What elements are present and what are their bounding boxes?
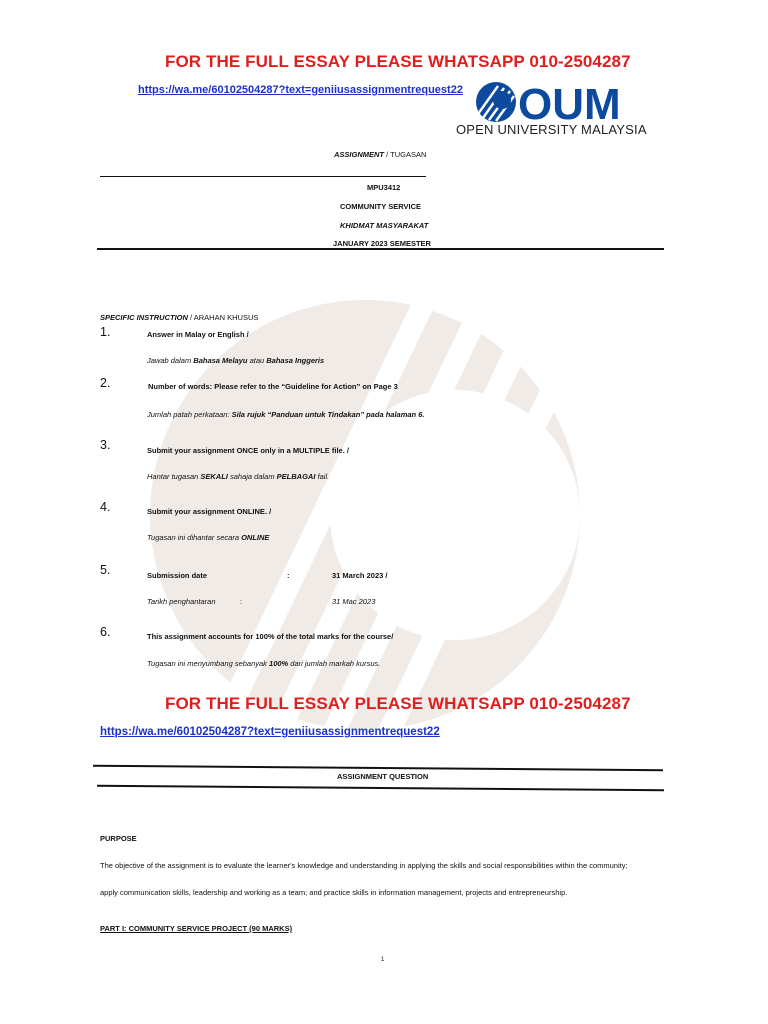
semester: JANUARY 2023 SEMESTER xyxy=(333,239,431,248)
instruction-en: This assignment accounts for 100% of the total marks for the course/ xyxy=(147,632,394,641)
header-divider-long xyxy=(97,248,664,250)
submission-date-label-ms: Tarikh penghantaran xyxy=(147,597,216,606)
part1-heading: PART I: COMMUNITY SERVICE PROJECT (90 MARKS) xyxy=(100,924,293,933)
instruction-number: 2. xyxy=(100,376,111,390)
course-code: MPU3412 xyxy=(367,183,401,192)
logo-mark-text: OUM xyxy=(518,80,621,129)
header-divider-short xyxy=(100,176,426,177)
course-name-en: COMMUNITY SERVICE xyxy=(340,202,421,211)
instruction-ms: Tugasan ini menyumbang sebanyak 100% dari jumlah markah kursus. xyxy=(147,659,381,668)
promo-heading-bottom: FOR THE FULL ESSAY PLEASE WHATSAPP 010-2504287 xyxy=(165,694,631,713)
question-divider-top xyxy=(93,765,663,771)
instruction-number: 5. xyxy=(100,563,111,577)
submission-date-value: 31 March 2023 / xyxy=(332,571,388,580)
instruction-ms: Tugasan ini dihantar secara ONLINE xyxy=(147,533,270,542)
course-name-ms: KHIDMAT MASYARAKAT xyxy=(340,221,429,230)
instruction-en: Submit your assignment ONLINE. / xyxy=(147,507,272,516)
instruction-ms: Jawab dalam Bahasa Melayu atau Bahasa Inggeris xyxy=(147,356,325,365)
submission-date-colon: : xyxy=(287,571,290,580)
assignment-question-heading: ASSIGNMENT QUESTION xyxy=(337,772,429,781)
purpose-title: PURPOSE xyxy=(100,834,137,843)
instruction-en: Number of words: Please refer to the “Guideline for Action” on Page 3 xyxy=(148,382,398,391)
instruction-number: 1. xyxy=(100,325,111,339)
submission-date-value-ms: 31 Mac 2023 xyxy=(332,597,376,606)
submission-date-label: Submission date xyxy=(147,571,208,580)
instructions-title: SPECIFIC INSTRUCTION / ARAHAN KHUSUS xyxy=(100,313,259,322)
purpose-text-line2: apply communication skills, leadership and working as a team; and practice skills in information management, projects and entrepreneurship. xyxy=(100,888,568,897)
promo-heading-top: FOR THE FULL ESSAY PLEASE WHATSAPP 010-2504287 xyxy=(165,52,631,71)
submission-date-colon-ms: : xyxy=(240,597,243,606)
question-divider-bottom xyxy=(97,785,664,791)
instruction-number: 3. xyxy=(100,438,111,452)
whatsapp-link-top[interactable]: https://wa.me/60102504287?text=geniiusassignmentrequest22 xyxy=(138,84,463,96)
page-number: 1 xyxy=(381,957,385,963)
whatsapp-link-bottom[interactable]: https://wa.me/60102504287?text=geniiusassignmentrequest22 xyxy=(100,726,440,738)
instruction-number: 6. xyxy=(100,625,111,639)
purpose-text-line1: The objective of the assignment is to evaluate the learner's knowledge and understanding in applying the skills and social responsibilities within the community; xyxy=(100,861,628,870)
instruction-en: Submit your assignment ONCE only in a MULTIPLE file. / xyxy=(147,446,349,455)
instruction-ms: Hantar tugasan SEKALI sahaja dalam PELBAGAI fail. xyxy=(147,472,330,481)
instruction-en: Answer in Malay or English / xyxy=(147,330,249,339)
instruction-ms: Jumlah patah perkataan: Sila rujuk “Panduan untuk Tindakan” pada halaman 6. xyxy=(147,410,425,419)
logo-university-name: OPEN UNIVERSITY MALAYSIA xyxy=(456,122,647,137)
instruction-number: 4. xyxy=(100,500,111,514)
assignment-title: ASSIGNMENT / TUGASAN xyxy=(334,150,427,159)
